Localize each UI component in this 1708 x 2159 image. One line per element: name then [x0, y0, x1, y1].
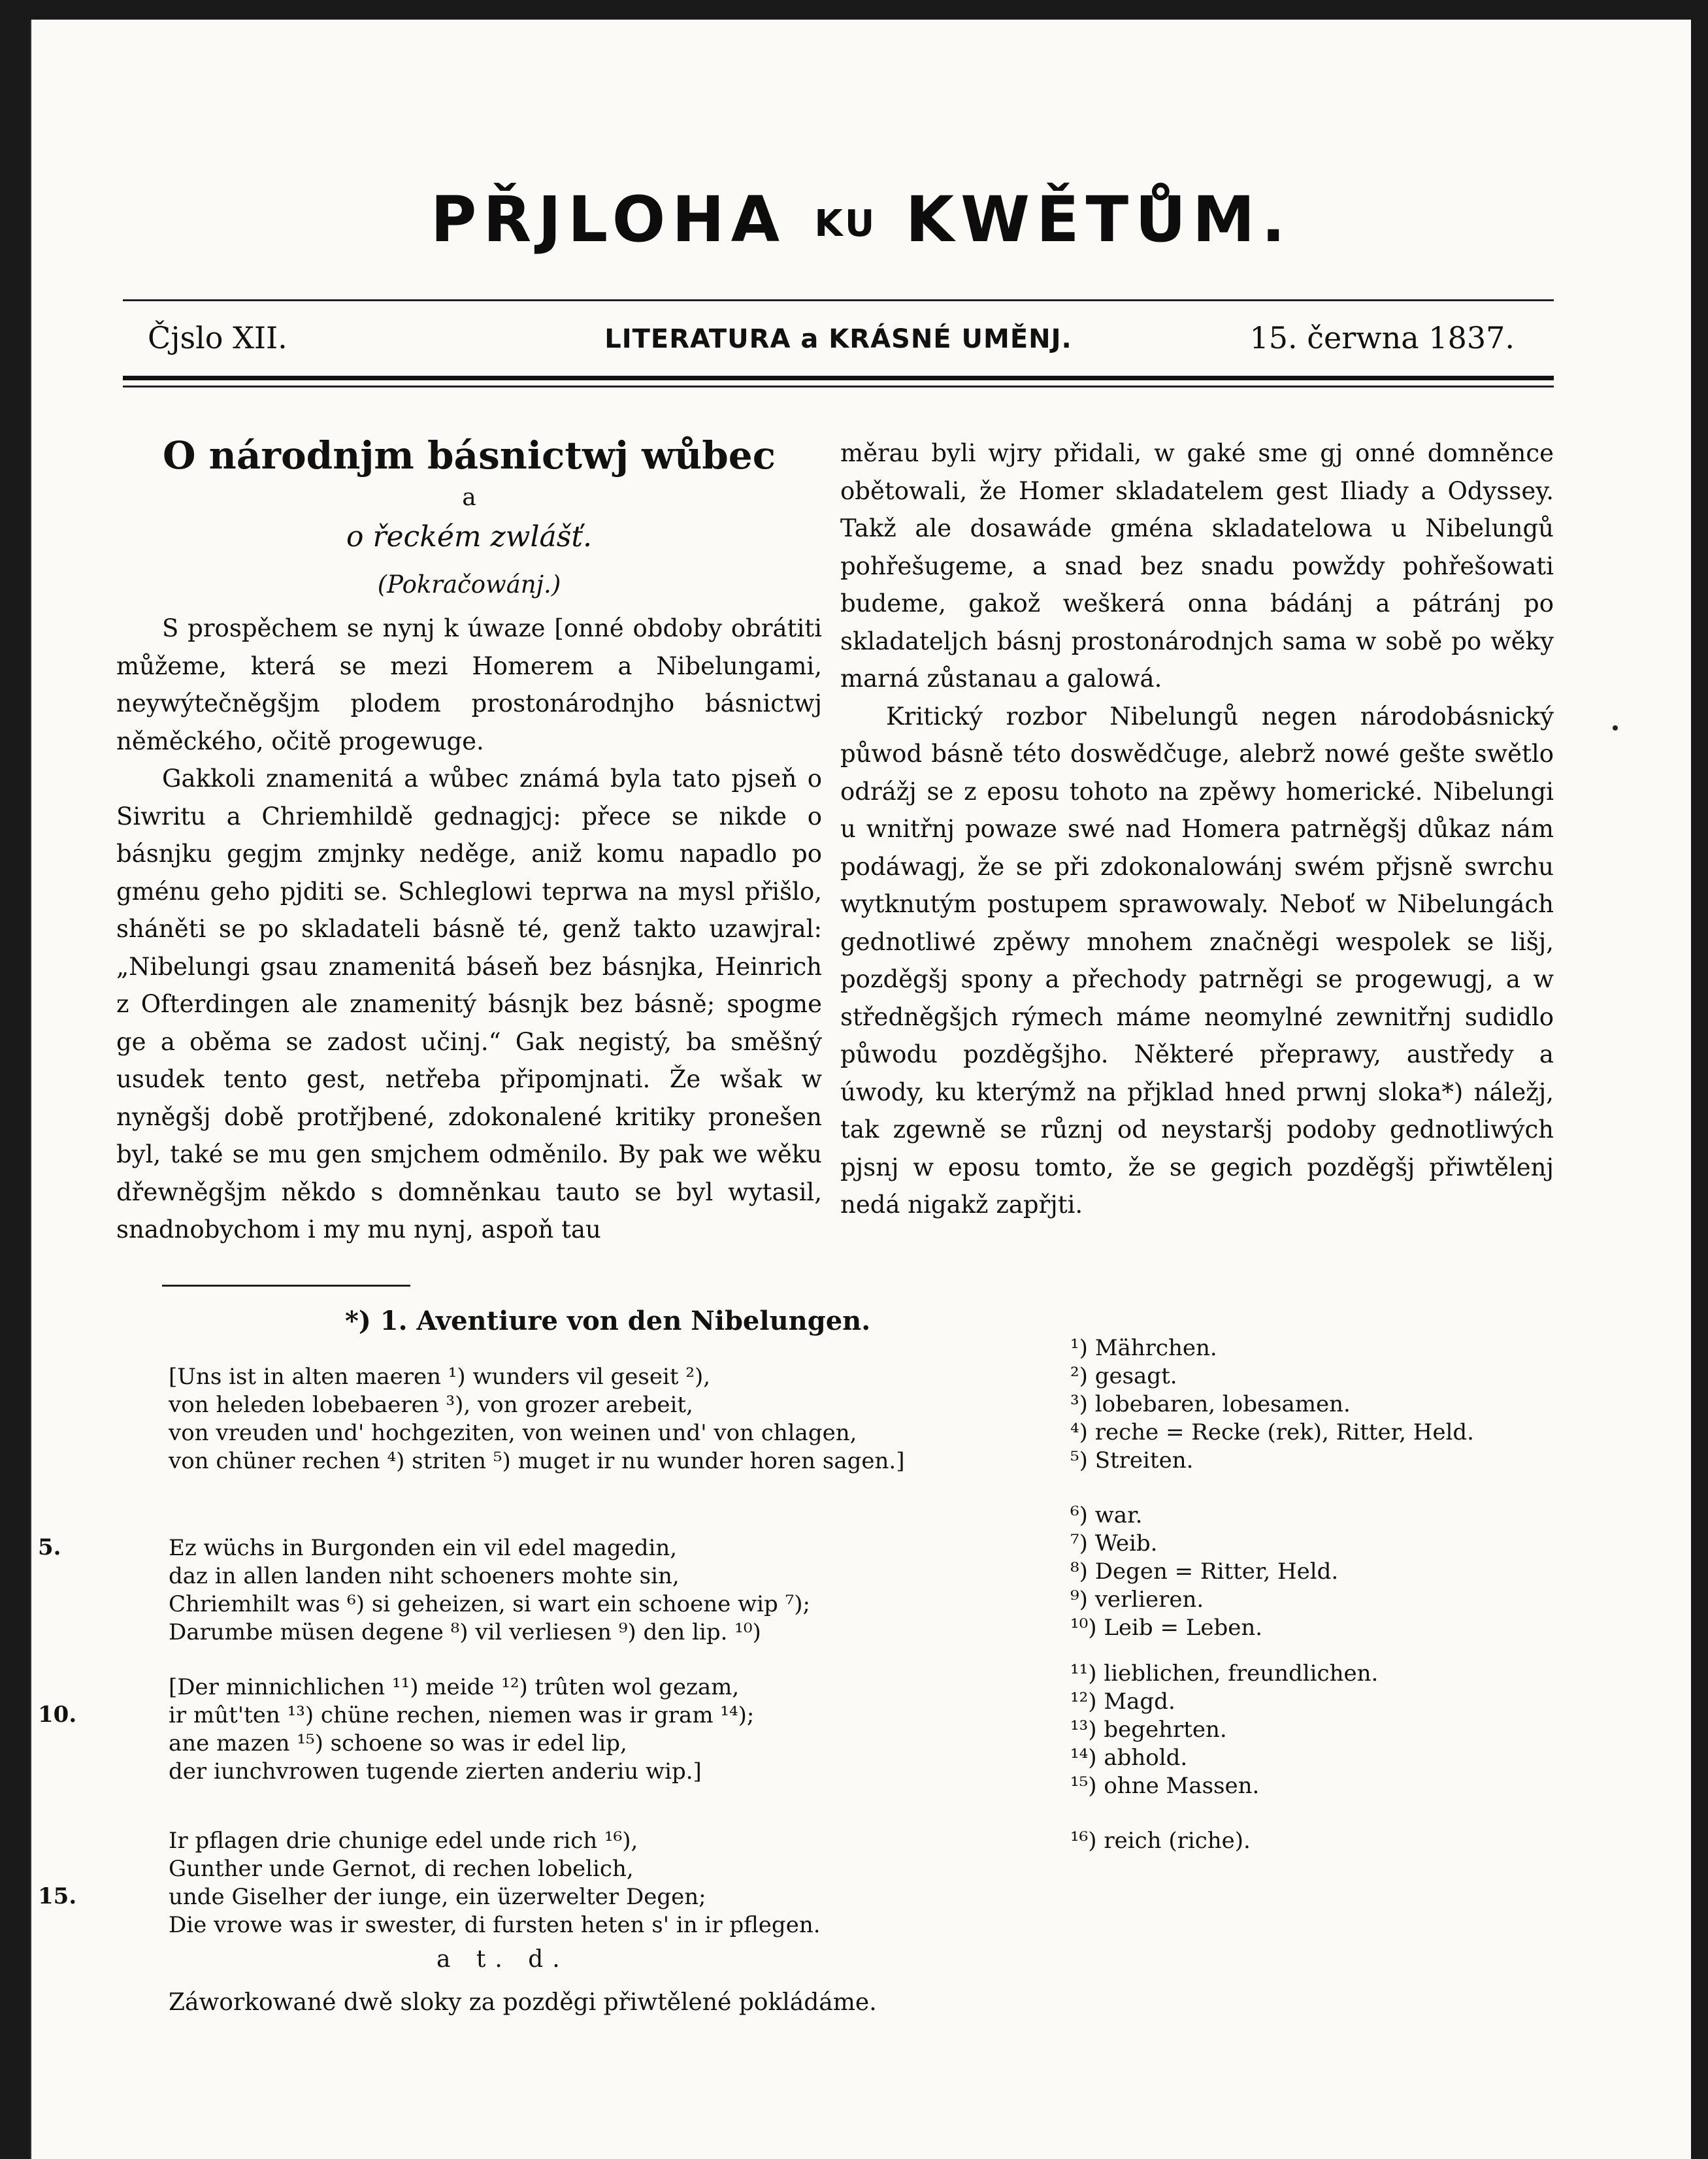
verse-line: Chriemhilt was ⁶) si geheizen, si wart ein schoene wip ⁷); — [169, 1591, 810, 1617]
gloss: ¹) Mährchen. — [1070, 1335, 1217, 1361]
article-title: O národnjm básnictwj wůbec — [162, 433, 776, 478]
right-column — [840, 435, 1554, 1224]
gloss: ¹⁰) Leib = Leben. — [1070, 1615, 1263, 1641]
gloss-group-1 — [1070, 1334, 1474, 1475]
gloss: ⁴) reche = Recke (rek), Ritter, Held. — [1070, 1419, 1474, 1445]
masthead-title-left: PŘJLOHA — [430, 183, 786, 256]
footnote-rule — [162, 1285, 410, 1287]
gloss: ¹¹) lieblichen, freundlichen. — [1070, 1660, 1379, 1687]
continued-label: (Pokračowánj.) — [377, 570, 561, 599]
closing-note: Záworkowané dwě sloky za pozděgi přiwtělené pokládáme. — [169, 1989, 877, 2016]
verse-line: Die vrowe was ir swester, di fursten heten s' in ir pflegen. — [169, 1912, 821, 1938]
verse-line: [Uns ist in alten maeren ¹) wunders vil geseit ²), — [169, 1364, 711, 1390]
gloss: ⁹) verlieren. — [1070, 1587, 1204, 1613]
masthead-title-mid: KU — [814, 203, 878, 246]
gloss-group-2 — [1070, 1502, 1338, 1642]
gloss: ¹²) Magd. — [1070, 1689, 1175, 1715]
ink-speck — [1613, 725, 1618, 731]
verse-line: Ez wüchs in Burgonden ein vil edel magedin, — [169, 1535, 678, 1561]
paragraph: Gakkoli znamenitá a wůbec známá byla tato pjseň o Siwritu a Chriemhildě gednagjcj: přece se nikde o básnjku gegjm zmjnky neděge, aniž komu napadlo po gménu geho pjditi se. Schleglowi teprwa na mysl přišlo, sháněti se po skladateli básně té, genž takto uzawjral: „Nibelungi gsau znamenitá báseň bez básnjka, Heinrich z Ofterdingen ale znamenitý básnjk bez básně; spogme ge a oběma se zadost učinj.“ Gak negistý, ba směšný usudek tento gest, netřeba připomjnati. Že wšak w nyněgšj době protřjbené, zdokonalené kritiky pronešen byl, také se mu gen smjchem odměnilo. By pak we wěku dřewněgšjm někdo s domněnkau tauto se byl wytasil, snadnobychom i my mu nynj, aspoň tau — [116, 765, 822, 1244]
paragraph: Kritický rozbor Nibelungů negen národobásnický půwod básně této doswědčuge, alebrž nowé gešte swětlo odrážj se z eposu tohoto na zpěwy homerické. Nibelungi u wnitřnj powaze swé nad Homera patrněgšj důkaz nám podáwagj, že se při zdokonalowánj swém přjsně swrchu wytknutým postupem sprawowaly. Neboť w Nibelungách gednotliwé zpěwy mnohem značněgi wespolek se lišj, pozděgšj spony a přechody patrněgi se progewugj, a w středněgšjch rýmech máme neomylné zewnitřnj sudidlo půwodu pozděgšjho. Některé přeprawy, austředy a úwody, ku kterýmž na přjklad hned prwnj sloka*) náležj, tak zgewně se různj od neystaršj podoby gednotliwých pjsnj w eposu tomto, že se gegich pozděgšj přiwtělenj nedá nigakž zapřjti. — [840, 702, 1554, 1219]
verse-line: der iunchvrowen tugende zierten anderiu wip.] — [169, 1758, 702, 1785]
gloss: ⁸) Degen = Ritter, Held. — [1070, 1558, 1339, 1585]
header-bottom-rule — [123, 376, 1554, 380]
paragraph: S prospěchem se nynj k úwaze [onné obdoby obrátiti můžeme, která se mezi Homerem a Nibelungami, neywýtečněgšjm plodem prostonárodnjho básnictwj něměckého, očitě progewuge. — [116, 614, 822, 755]
verse-stanza-2 — [169, 1534, 810, 1647]
article-subtitle: o řeckém zwlášť. — [346, 520, 592, 553]
verse-line: ane mazen ¹⁵) schoene so was ir edel lip, — [169, 1730, 627, 1756]
issue-number: Čjslo XII. — [148, 320, 287, 355]
verse-line: [Der minnichlichen ¹¹) meide ¹²) trûten wol gezam, — [169, 1674, 740, 1700]
verse-line: daz in allen landen niht schoeners mohte sin, — [169, 1563, 680, 1589]
gloss: ¹⁵) ohne Massen. — [1070, 1773, 1260, 1799]
gloss-group-3 — [1070, 1660, 1378, 1800]
gloss: ¹³) begehrten. — [1070, 1717, 1227, 1743]
line-number: 15. — [38, 1883, 77, 1909]
verse-line: Ir pflagen drie chunige edel unde rich ¹⁶), — [169, 1828, 638, 1854]
gloss: ²) gesagt. — [1070, 1363, 1177, 1389]
verse-line: Gunther unde Gernot, di rechen lobelich, — [169, 1856, 634, 1882]
left-column — [116, 435, 822, 1249]
verse-line: unde Giselher der iunge, ein üzerwelter Degen; — [169, 1884, 706, 1910]
gloss: ⁵) Streiten. — [1070, 1447, 1194, 1474]
verse-stanza-4 — [169, 1827, 821, 1939]
gloss: ⁶) war. — [1070, 1502, 1143, 1528]
verse-stanza-3 — [169, 1673, 754, 1786]
header-bottom-rule-thin — [123, 386, 1554, 387]
verse-line: ir mût'ten ¹³) chüne rechen, niemen was ir gram ¹⁴); — [169, 1702, 755, 1728]
verse-line: von heleden lobebaeren ³), von grozer arebeit, — [169, 1392, 693, 1418]
gloss: ¹⁴) abhold. — [1070, 1745, 1188, 1771]
masthead-title-right: KWĚTŮM. — [905, 183, 1292, 256]
header-top-rule — [123, 299, 1554, 301]
gloss: ⁷) Weib. — [1070, 1530, 1158, 1557]
gloss: ¹⁶) reich (riche). — [1070, 1828, 1251, 1854]
issue-date: 15. čerwna 1837. — [1249, 320, 1515, 355]
verse-line: von vreuden und' hochgeziten, von weinen und' von chlagen, — [169, 1420, 857, 1446]
gloss-group-4 — [1070, 1827, 1251, 1855]
verse-stanza-1 — [169, 1363, 904, 1475]
etc-mark: a t. d. — [436, 1946, 569, 1973]
verse-line: Darumbe müsen degene ⁸) vil verliesen ⁹) den lip. ¹⁰) — [169, 1619, 761, 1645]
newspaper-page — [30, 20, 1691, 2159]
line-number: 5. — [38, 1534, 61, 1560]
paragraph: měrau byli wjry přidali, w gaké sme gj onné domněnce obětowali, že Homer skladatelem gest Iliady a Odyssey. Takž ale dosawáde gména skladatelowa u Nibelungů pohřešugeme, a snad bez snadu powždy pohřešowati budeme, gakož weškerá onna bádánj a pátránj po skladateljch básnj prostonárodnjch sama w sobě po wěky marná zůstanau a galowá. — [840, 439, 1554, 693]
masthead — [31, 183, 1691, 256]
verse-line: von chüner rechen ⁴) striten ⁵) muget ir nu wunder horen sagen.] — [169, 1448, 905, 1474]
gloss: ³) lobebaren, lobesamen. — [1070, 1391, 1351, 1417]
article-title-conjunction: a — [462, 484, 476, 511]
line-number: 10. — [38, 1702, 77, 1728]
footnote-heading: *) 1. Aventiure von den Nibelungen. — [345, 1306, 871, 1336]
issue-header — [123, 320, 1554, 372]
section-title: LITERATURA a KRÁSNÉ UMĚNJ. — [604, 324, 1072, 354]
